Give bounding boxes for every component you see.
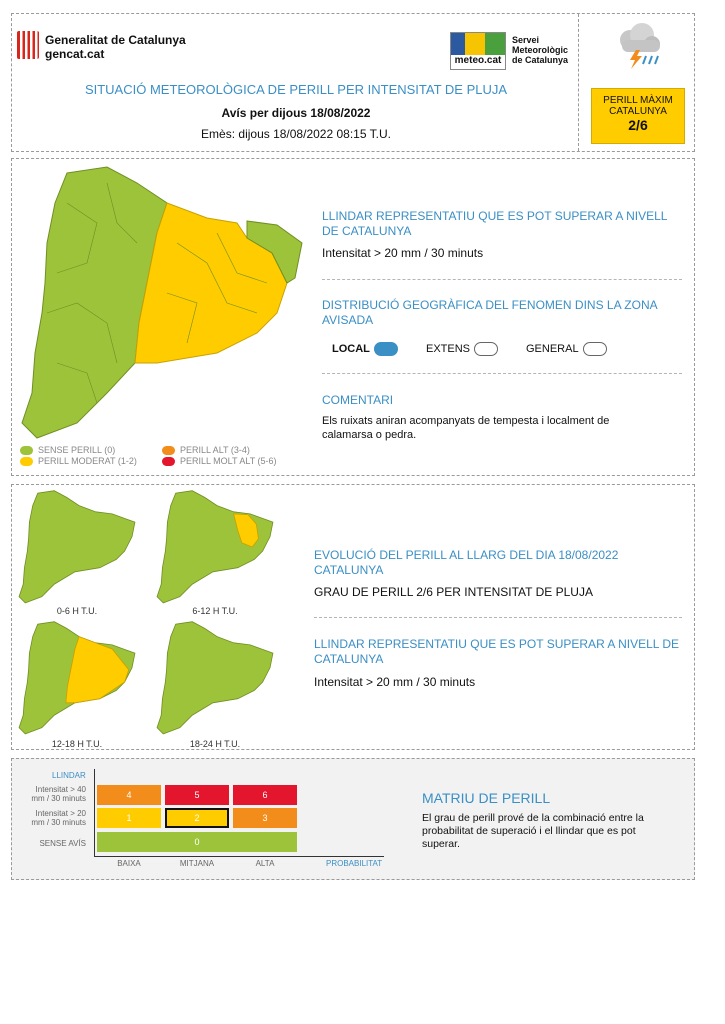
matrix-column-label: MITJANA <box>179 859 215 868</box>
comment-text: Els ruixats aniran acompanyats de tempesta i localment de calamarsa o pedra. <box>322 415 610 441</box>
legend-high-swatch <box>162 446 175 455</box>
distribution-general[interactable]: GENERAL <box>526 342 607 356</box>
matrix-cell-selected: 2 <box>165 808 229 828</box>
matrix-description: El grau de perill prové de la combinació entre la probabilitat de superació i el llindar que es pot superar. <box>422 812 644 850</box>
distribution-extens[interactable]: EXTENS <box>426 342 498 356</box>
evolution-map-label: 6-12 H T.U. <box>192 606 238 616</box>
evolution-threshold-title: LLINDAR REPRESENTATIU QUE ES POT SUPERAR A NIVELL DE CATALUNYA <box>314 637 679 666</box>
leaf-icon <box>485 33 505 55</box>
local-toggle[interactable] <box>374 342 398 356</box>
legend-moderate-swatch <box>20 457 33 466</box>
notice-date: Avís per dijous 18/08/2022 <box>221 106 371 120</box>
evolution-map-12-18 <box>17 619 137 737</box>
matrix-axis-y-label: LLINDAR <box>52 771 86 780</box>
matrix-cell: 1 <box>97 808 161 828</box>
distribution-title: DISTRIBUCIÓ GEOGRÀFICA DEL FENOMEN DINS LA ZONA AVISADA <box>322 298 657 327</box>
evolution-map-18-24 <box>155 619 275 737</box>
max-danger-label2: CATALUNYA <box>609 106 667 117</box>
sun-icon <box>465 33 485 55</box>
threshold-title: LLINDAR REPRESENTATIU QUE ES POT SUPERAR A NIVELL DE CATALUNYA <box>322 209 667 238</box>
service-line1: Servei <box>512 35 540 45</box>
general-toggle[interactable] <box>583 342 607 356</box>
org-url: gencat.cat <box>45 47 105 61</box>
comment-title: COMENTARI <box>322 393 394 407</box>
header-box <box>11 13 695 152</box>
legend-high: PERILL ALT (3-4) <box>162 445 250 455</box>
distribution-local[interactable]: LOCAL <box>332 342 398 356</box>
matrix-axis-x-label: PROBABILITAT <box>326 859 383 868</box>
generalitat-shield-icon <box>17 31 39 59</box>
page-title: SITUACIÓ METEOROLÒGICA DE PERILL PER INTENSITAT DE PLUJA <box>84 82 508 97</box>
max-danger-label1: PERILL MÀXIM <box>603 95 673 106</box>
matrix-row-label: Intensitat > 40 mm / 30 minuts <box>31 785 86 803</box>
org-name: Generalitat de Catalunya <box>45 33 186 47</box>
matrix-row-label: SENSE AVÍS <box>39 839 86 848</box>
storm-rain-icon <box>610 20 666 70</box>
max-danger-value: 2/6 <box>628 117 648 133</box>
main-map-box <box>11 158 695 476</box>
matrix-row-label: Intensitat > 20 mm / 30 minuts <box>31 809 86 827</box>
extens-toggle[interactable] <box>474 342 498 356</box>
matrix-box <box>11 758 695 880</box>
evolution-threshold-value: Intensitat > 20 mm / 30 minuts <box>314 675 476 689</box>
legend-none-swatch <box>20 446 33 455</box>
threshold-value: Intensitat > 20 mm / 30 minuts <box>322 246 484 260</box>
matrix-cell: 0 <box>97 832 297 852</box>
evolution-grade: GRAU DE PERILL 2/6 PER INTENSITAT DE PLUJA <box>314 585 593 599</box>
matrix-cell: 5 <box>165 785 229 805</box>
divider <box>314 617 682 618</box>
meteocat-flag-icon <box>451 33 465 55</box>
divider <box>322 373 682 374</box>
service-line3: de Catalunya <box>512 55 569 65</box>
matrix-cell: 4 <box>97 785 161 805</box>
evolution-map-label: 18-24 H T.U. <box>189 739 241 749</box>
evolution-map-0-6 <box>17 488 137 606</box>
legend-moderate: PERILL MODERAT (1-2) <box>20 456 137 466</box>
matrix-column-label: ALTA <box>255 859 275 868</box>
evolution-map-6-12 <box>155 488 275 606</box>
divider <box>322 279 682 280</box>
matrix-cell: 6 <box>233 785 297 805</box>
matrix-column-label: BAIXA <box>117 859 141 868</box>
evolution-title: EVOLUCIÓ DEL PERILL AL LLARG DEL DIA 18/08/2022 CATALUNYA <box>314 548 619 577</box>
legend-very-high-swatch <box>162 457 175 466</box>
legend-none: SENSE PERILL (0) <box>20 445 115 455</box>
catalonia-map <box>17 163 307 443</box>
matrix-axis-x <box>94 856 384 857</box>
max-danger-badge <box>591 88 685 144</box>
matrix-axis-y <box>94 769 95 857</box>
meteocat-brand: meteo.cat <box>454 55 502 66</box>
matrix-cell: 3 <box>233 808 297 828</box>
generalitat-logo <box>17 31 39 59</box>
service-line2: Meteorològic <box>512 45 569 55</box>
evolution-map-label: 12-18 H T.U. <box>51 739 103 749</box>
matrix-title: MATRIU DE PERILL <box>422 790 551 806</box>
evolution-box <box>11 484 695 750</box>
issued-time: Emès: dijous 18/08/2022 08:15 T.U. <box>201 127 391 141</box>
evolution-map-label: 0-6 H T.U. <box>56 606 98 616</box>
meteocat-logo <box>450 32 506 70</box>
max-danger-panel <box>578 14 696 151</box>
legend-very-high: PERILL MOLT ALT (5-6) <box>162 456 277 466</box>
